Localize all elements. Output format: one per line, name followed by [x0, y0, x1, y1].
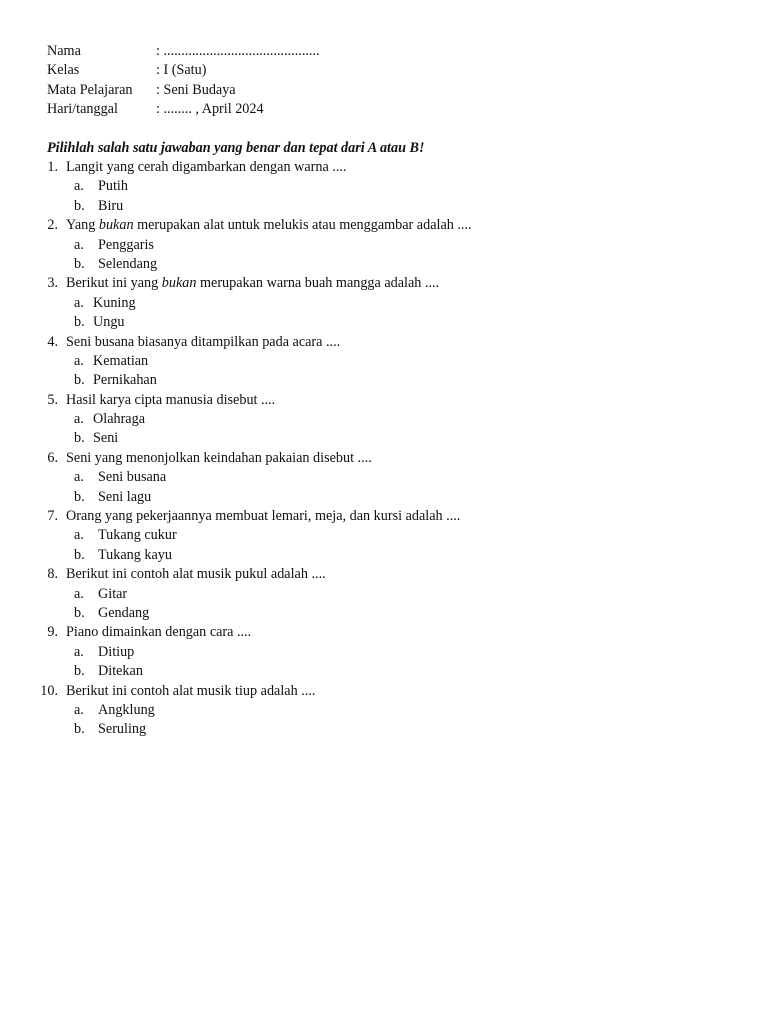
question-list — [0, 158, 700, 740]
question-text — [66, 565, 326, 584]
option-b — [0, 720, 700, 739]
option-text: Gendang — [98, 604, 150, 621]
option-label: a. — [74, 585, 84, 602]
header-row-nama — [47, 42, 647, 61]
question-text-pre: Seni busana biasanya ditampilkan pada acara .... — [66, 333, 341, 350]
header-label: Hari/tanggal — [47, 101, 118, 118]
option-label: b. — [74, 197, 85, 214]
option-b — [0, 546, 700, 565]
question-item — [0, 449, 700, 507]
option-label: b. — [74, 721, 85, 738]
option-text: Penggaris — [98, 236, 154, 253]
option-label: b. — [74, 314, 85, 331]
question-number: 1. — [47, 159, 58, 175]
option-label: b. — [74, 546, 85, 563]
question-number: 6. — [47, 449, 58, 466]
option-label: b. — [74, 430, 85, 447]
question-text — [66, 274, 439, 293]
identity-header — [47, 42, 647, 120]
header-value: : ........ , April 2024 — [156, 101, 264, 118]
option-text: Kematian — [93, 352, 149, 369]
question-text — [66, 158, 346, 177]
option-label: a. — [74, 411, 84, 428]
option-text: Tukang cukur — [98, 527, 177, 544]
header-row-hari-tanggal — [47, 100, 647, 119]
header-value: : ............................................ — [156, 43, 320, 59]
question-item — [0, 682, 700, 740]
question-text-emphasis: bukan — [161, 275, 197, 292]
question-item — [0, 507, 700, 565]
question-item — [0, 391, 700, 449]
question-number: 5. — [47, 391, 58, 408]
option-b — [0, 197, 700, 216]
question-text-post: merupakan alat untuk melukis atau menggambar adalah .... — [133, 217, 472, 234]
question-number: 7. — [47, 508, 58, 525]
question-text-post: merupakan warna buah mangga adalah .... — [196, 275, 440, 292]
question-text — [66, 623, 251, 642]
header-row-mata-pelajaran — [47, 81, 647, 100]
question-text — [66, 216, 472, 235]
question-line — [0, 682, 700, 701]
question-line — [0, 274, 700, 293]
question-text-pre: Berikut ini contoh alat musik tiup adalah .... — [66, 682, 316, 699]
option-text: Ditiup — [98, 643, 135, 660]
question-text-pre: Langit yang cerah digambarkan dengan warna .... — [66, 159, 347, 175]
option-text: Tukang kayu — [98, 546, 172, 563]
option-a — [0, 526, 700, 545]
option-label: a. — [74, 643, 84, 660]
option-b — [0, 371, 700, 390]
question-number: 4. — [47, 333, 58, 350]
option-b — [0, 429, 700, 448]
question-text-pre: Orang yang pekerjaannya membuat lemari, meja, dan kursi adalah .... — [66, 508, 461, 525]
option-label: a. — [74, 178, 84, 195]
question-text-pre: Piano dimainkan dengan cara .... — [66, 624, 252, 641]
option-a — [0, 585, 700, 604]
question-text-pre: Hasil karya cipta manusia disebut .... — [66, 391, 276, 408]
option-text: Gitar — [98, 585, 128, 602]
question-text — [66, 449, 372, 468]
question-item — [0, 565, 700, 623]
option-text: Ditekan — [98, 663, 143, 680]
question-item — [0, 158, 700, 216]
option-label: b. — [74, 488, 85, 505]
option-text: Angklung — [98, 701, 155, 718]
question-line — [0, 333, 700, 352]
question-line — [0, 507, 700, 526]
option-text: Selendang — [98, 255, 158, 272]
option-a — [0, 177, 700, 196]
question-line — [0, 623, 700, 642]
header-label: Mata Pelajaran — [47, 81, 133, 98]
question-line — [0, 391, 700, 410]
option-a — [0, 294, 700, 313]
question-text-emphasis: bukan — [98, 217, 134, 234]
instruction-text: Pilihlah salah satu jawaban yang benar dan tepat dari A atau B! — [47, 140, 425, 156]
option-text: Pernikahan — [93, 372, 157, 389]
option-label: a. — [74, 701, 84, 718]
header-label: Nama — [47, 43, 81, 59]
question-text — [66, 391, 275, 410]
option-text: Ungu — [93, 314, 125, 331]
question-number: 3. — [47, 275, 58, 292]
option-b — [0, 604, 700, 623]
option-label: a. — [74, 527, 84, 544]
option-a — [0, 701, 700, 720]
option-a — [0, 468, 700, 487]
option-label: b. — [74, 372, 85, 389]
question-number: 9. — [47, 624, 58, 641]
option-label: b. — [74, 663, 85, 680]
question-line — [0, 216, 700, 235]
option-label: a. — [74, 469, 84, 486]
question-number: 8. — [47, 566, 58, 583]
question-item — [0, 216, 700, 274]
option-a — [0, 643, 700, 662]
question-item — [0, 333, 700, 391]
question-text-pre: Berikut ini yang — [66, 275, 162, 292]
question-text-pre: Yang — [66, 217, 99, 234]
option-label: a. — [74, 352, 84, 369]
question-text — [66, 333, 340, 352]
question-text — [66, 507, 460, 526]
question-line — [0, 449, 700, 468]
header-row-kelas — [47, 61, 647, 80]
option-label: a. — [74, 294, 84, 311]
option-a — [0, 352, 700, 371]
option-text: Kuning — [93, 294, 136, 311]
header-value: : I (Satu) — [156, 62, 207, 79]
question-line — [0, 565, 700, 584]
option-text: Putih — [98, 178, 128, 195]
option-label: b. — [74, 255, 85, 272]
option-b — [0, 255, 700, 274]
question-item — [0, 623, 700, 681]
question-item — [0, 274, 700, 332]
question-line — [0, 158, 700, 177]
option-b — [0, 662, 700, 681]
option-text: Olahraga — [93, 411, 145, 428]
option-text: Seni — [93, 430, 119, 447]
option-text: Seni busana — [98, 469, 167, 486]
question-number: 10. — [40, 682, 58, 699]
option-a — [0, 410, 700, 429]
header-value: : Seni Budaya — [156, 81, 236, 98]
option-text: Seni lagu — [98, 488, 152, 505]
question-text-pre: Berikut ini contoh alat musik pukul adalah .... — [66, 566, 326, 583]
option-a — [0, 236, 700, 255]
question-text — [66, 682, 315, 701]
option-b — [0, 313, 700, 332]
header-label: Kelas — [47, 62, 80, 79]
option-label: b. — [74, 604, 85, 621]
option-label: a. — [74, 236, 84, 253]
question-text-pre: Seni yang menonjolkan keindahan pakaian disebut .... — [66, 449, 372, 466]
question-number: 2. — [47, 217, 58, 234]
option-text: Biru — [98, 197, 124, 214]
option-text: Seruling — [98, 721, 147, 738]
option-b — [0, 488, 700, 507]
